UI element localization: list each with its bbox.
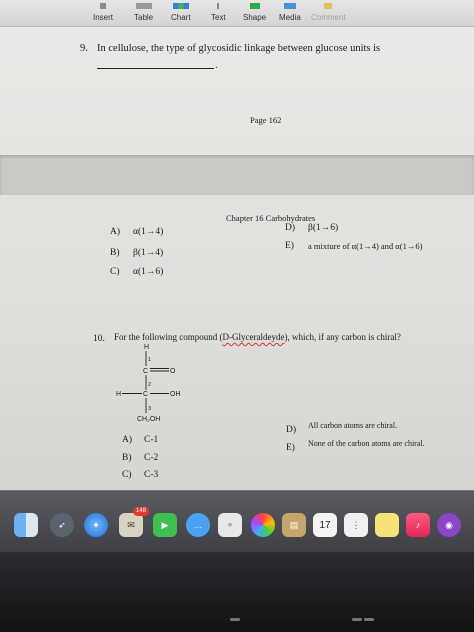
q10-option-d-text: All carbon atoms are chiral.: [308, 421, 398, 430]
page-break: [0, 155, 474, 195]
shape-icon: [250, 3, 260, 9]
finder-icon[interactable]: [14, 513, 38, 537]
q9-option-d-letter: D): [285, 223, 296, 233]
q9-option-c-text: α(1→6): [133, 267, 164, 277]
toolbar-shape-button[interactable]: Shape: [243, 3, 266, 22]
atom-o: O: [170, 368, 176, 375]
q10-option-b-letter: B): [122, 453, 132, 463]
q9-option-d-text: β(1→6): [308, 223, 339, 233]
question-9-number: 9.: [80, 43, 88, 54]
comment-icon: [324, 3, 332, 9]
chart-icon: [173, 3, 189, 9]
q9-option-b-text: β(1→4): [133, 248, 164, 258]
calendar-icon[interactable]: 17: [313, 513, 337, 537]
toolbar-comment-button[interactable]: Comment: [311, 3, 346, 22]
contacts-icon[interactable]: ▤: [282, 513, 306, 537]
page-number: Page 162: [250, 115, 282, 125]
app-toolbar: [0, 0, 474, 27]
insert-icon: [100, 3, 106, 9]
reminders-icon[interactable]: ⋮: [344, 513, 368, 537]
toolbar-media-button[interactable]: Media: [279, 3, 301, 22]
toolbar-insert-button[interactable]: Insert: [93, 3, 113, 22]
toolbar-table-button[interactable]: Table: [134, 3, 153, 22]
group-oh: OH: [170, 391, 181, 398]
question-10-number: 10.: [93, 334, 105, 344]
safari-icon[interactable]: ✦: [84, 513, 108, 537]
q10-option-e-letter: E): [286, 443, 295, 453]
q9-option-a-text: α(1→4): [133, 227, 164, 237]
q10-option-e-text: None of the carbon atoms are chiral.: [308, 439, 425, 448]
toolbar-text-button[interactable]: Text: [211, 3, 226, 22]
q9-option-a-letter: A): [110, 227, 121, 237]
question-10-text: For the following compound (D-Glyceraldeyde), which, if any carbon is chiral?: [114, 332, 401, 342]
facetime-icon[interactable]: ▶: [153, 513, 177, 537]
q10-option-a-letter: A): [122, 435, 133, 445]
group-ch2oh: CH₂OH: [137, 416, 161, 423]
mail-icon[interactable]: ✉ 148: [119, 513, 143, 537]
atom-c2: C: [143, 391, 149, 398]
atom-h-left: H: [116, 391, 122, 398]
text-icon: [217, 3, 219, 9]
q10-option-d-letter: D): [286, 425, 297, 435]
question-9-text: In cellulose, the type of glycosidic linkage between glucose units is: [97, 43, 381, 54]
media-icon: [284, 3, 296, 9]
keyboard-key: [230, 618, 240, 621]
keyboard-key: [364, 618, 374, 621]
compound-name: D-Glyceraldeyde: [222, 332, 285, 342]
toolbar-chart-button[interactable]: Chart: [171, 3, 191, 22]
atom-h-top: H: [144, 344, 150, 351]
maps-icon[interactable]: ⌖: [218, 513, 242, 537]
messages-icon[interactable]: …: [186, 513, 210, 537]
q9-option-e-letter: E): [285, 241, 294, 251]
photos-icon[interactable]: [251, 513, 275, 537]
q10-option-a-text: C-1: [144, 435, 159, 445]
q9-option-c-letter: C): [110, 267, 120, 277]
blank-period: .: [215, 60, 218, 71]
table-icon: [136, 3, 152, 9]
macos-dock: [0, 490, 474, 553]
keyboard-key: [352, 618, 362, 621]
carbon-number-3: 3: [148, 406, 152, 412]
launchpad-icon[interactable]: ➶: [50, 513, 74, 537]
podcasts-icon[interactable]: ◉: [437, 513, 461, 537]
music-icon[interactable]: ♪: [406, 513, 430, 537]
q10-option-b-text: C-2: [144, 453, 159, 463]
mail-badge: 148: [133, 507, 149, 516]
carbon-number-1: 1: [148, 357, 152, 363]
q9-option-e-text: a mixture of α(1→4) and α(1→6): [308, 241, 423, 251]
chapter-header: Chapter 16 Carbohydrates: [226, 213, 316, 223]
q10-option-c-text: C-3: [144, 470, 159, 480]
answer-blank: [97, 68, 214, 69]
carbon-number-2: 2: [148, 382, 152, 388]
document-canvas[interactable]: [0, 27, 474, 525]
glyceraldehyde-structure: [112, 340, 202, 424]
q10-option-c-letter: C): [122, 470, 132, 480]
notes-icon[interactable]: [375, 513, 399, 537]
atom-c1: C: [143, 368, 149, 375]
q9-option-b-letter: B): [110, 248, 120, 258]
